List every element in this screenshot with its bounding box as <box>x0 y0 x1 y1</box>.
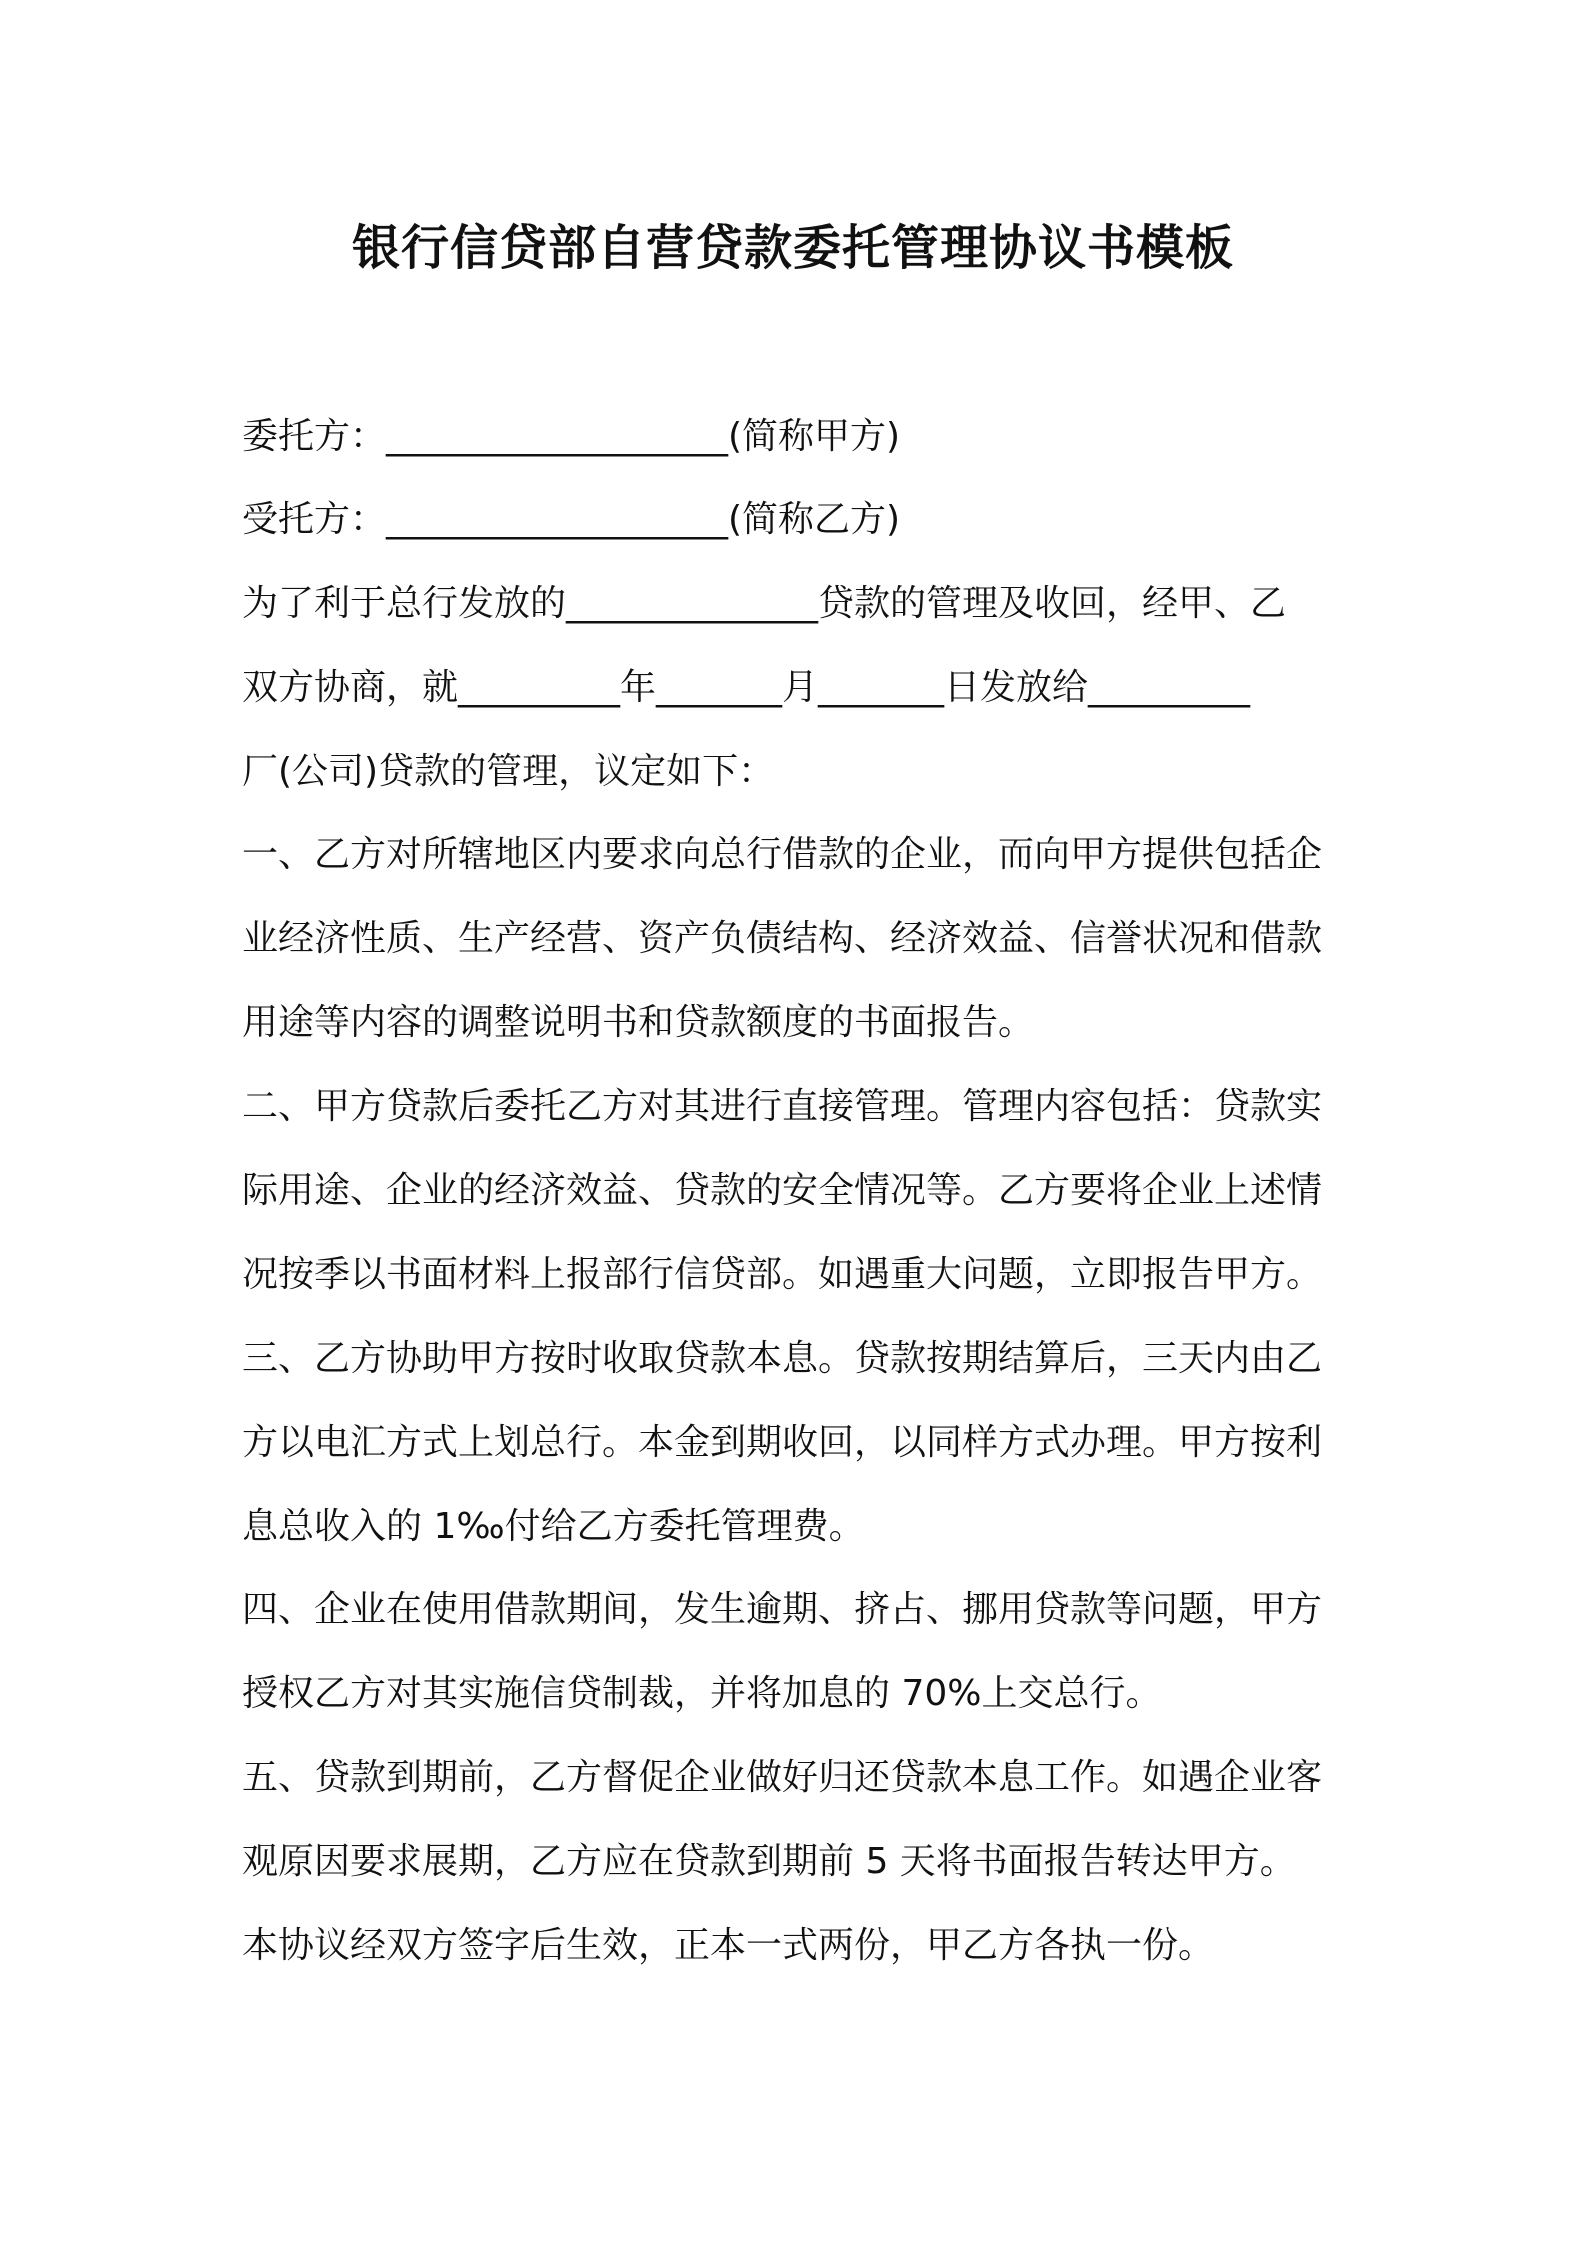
clause-3-line-3: 息总收入的 1‰付给乙方委托管理费。 <box>242 1506 865 1547</box>
clause-2-line-1: 二、甲方贷款后委托乙方对其进行直接管理。管理内容包括：贷款实 <box>242 1086 1323 1127</box>
intro-line-1: 为了利于总行发放的______________贷款的管理及收回，经甲、乙 <box>242 583 1287 624</box>
intro-line-3: 厂(公司)贷款的管理，议定如下： <box>242 751 775 792</box>
clause-2-line-3: 况按季以书面材料上报部行信贷部。如遇重大问题，立即报告甲方。 <box>242 1254 1323 1295</box>
clause-4-line-1: 四、企业在使用借款期间，发生逾期、挤占、挪用贷款等问题，甲方 <box>242 1589 1323 1630</box>
intro-line-2: 双方协商，就_________年_______月_______日发放给_________ <box>242 667 1251 708</box>
clause-4-line-2: 授权乙方对其实施信贷制裁，并将加息的 70%上交总行。 <box>242 1673 1162 1714</box>
clause-1-line-2: 业经济性质、生产经营、资产负债结构、经济效益、信誉状况和借款 <box>242 918 1323 959</box>
clause-5-line-1: 五、贷款到期前，乙方督促企业做好归还贷款本息工作。如遇企业客 <box>242 1757 1323 1798</box>
agent-line: 受托方：___________________(简称乙方) <box>242 499 901 540</box>
clause-2-line-2: 际用途、企业的经济效益、贷款的安全情况等。乙方要将企业上述情 <box>242 1170 1323 1211</box>
clause-1-line-3: 用途等内容的调整说明书和贷款额度的书面报告。 <box>242 1002 1035 1043</box>
closing-line: 本协议经双方签字后生效，正本一式两份，甲乙方各执一份。 <box>242 1925 1215 1966</box>
clause-1-line-1: 一、乙方对所辖地区内要求向总行借款的企业，而向甲方提供包括企 <box>242 834 1323 875</box>
principal-line: 委托方：___________________(简称甲方) <box>242 416 901 457</box>
document-title: 银行信贷部自营贷款委托管理协议书模板 <box>351 220 1234 276</box>
clause-3-line-1: 三、乙方协助甲方按时收取贷款本息。贷款按期结算后，三天内由乙 <box>242 1338 1323 1379</box>
clause-3-line-2: 方以电汇方式上划总行。本金到期收回，以同样方式办理。甲方按利 <box>242 1422 1323 1463</box>
clause-5-line-2: 观原因要求展期，乙方应在贷款到期前 5 天将书面报告转达甲方。 <box>242 1841 1296 1882</box>
